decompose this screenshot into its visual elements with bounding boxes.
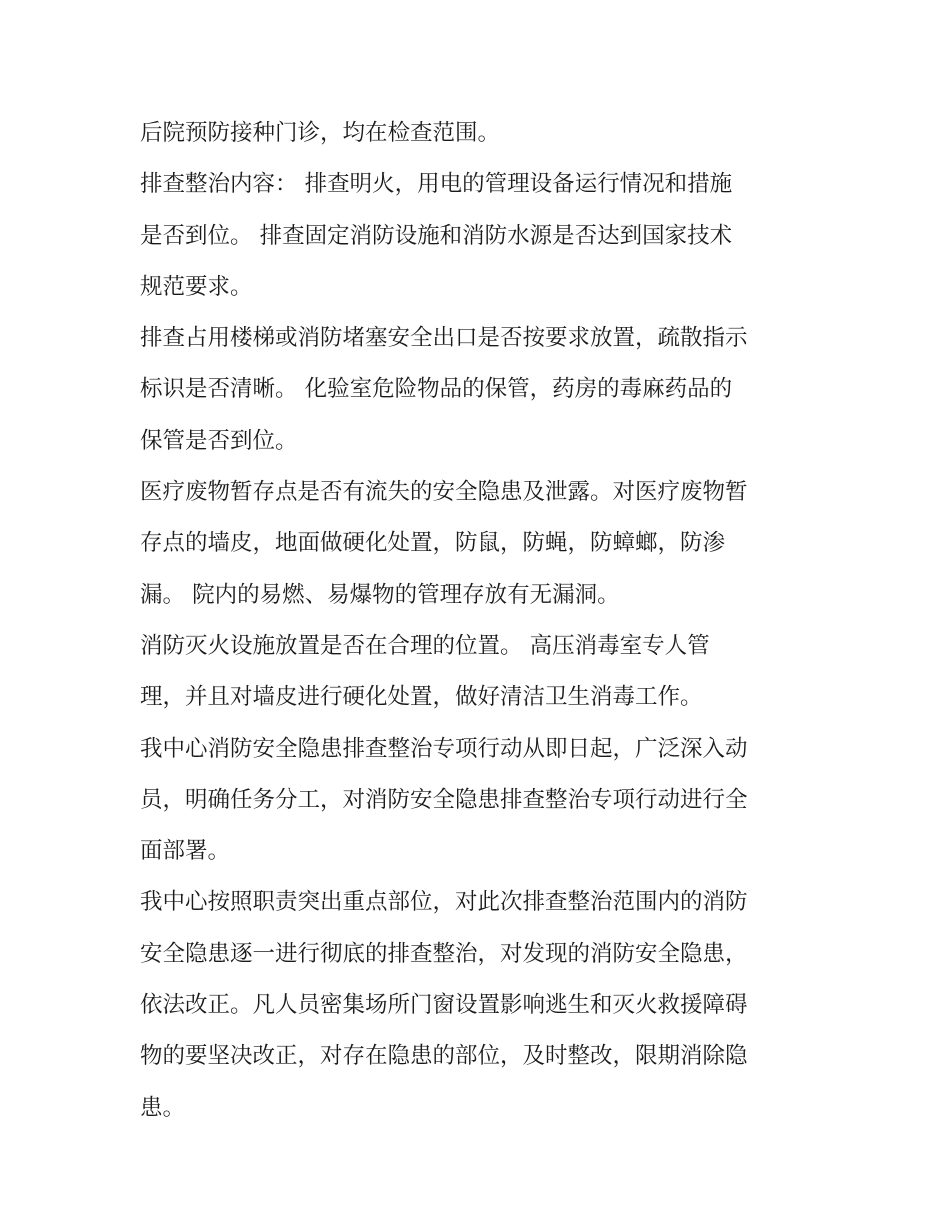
text-line: 安全隐患逐一进行彻底的排查整治，对发现的消防安全隐患， [140,940,748,967]
text-line: 排查占用楼梯或消防堵塞安全出口是否按要求放置，疏散指示 [140,325,748,352]
document-body [140,108,830,1134]
text-line: 规范要求。 [140,273,253,300]
text-line: 理，并且对墙皮进行硬化处置，做好清洁卫生消毒工作。 [140,684,703,711]
text-line: 我中心按照职责突出重点部位，对此次排查整治范围内的消防 [140,889,748,916]
text-line: 物的要坚决改正，对存在隐患的部位，及时整改，限期消除隐 [140,1043,748,1070]
text-line: 我中心消防安全隐患排查整治专项行动从即日起，广泛深入动 [140,735,748,762]
text-line: 漏。 院内的易燃、易爆物的管理存放有无漏洞。 [140,581,620,608]
text-line: 保管是否到位。 [140,427,298,454]
text-line: 标识是否清晰。 化验室危险物品的保管，药房的毒麻药品的 [140,376,733,403]
text-line: 是否到位。 排查固定消防设施和消防水源是否达到国家技术 [140,222,733,249]
text-line: 员，明确任务分工，对消防安全隐患排查整治专项行动进行全 [140,786,748,813]
text-line: 医疗废物暂存点是否有流失的安全隐患及泄露。对医疗废物暂 [140,479,748,506]
text-line: 面部署。 [140,838,231,865]
text-line: 依法改正。凡人员密集场所门窗设置影响逃生和灭火救援障碍 [140,992,748,1019]
text-line: 后院预防接种门诊，均在检查范围。 [140,120,501,146]
text-line: 排查整治内容： 排查明火，用电的管理设备运行情况和措施 [140,171,733,198]
text-line: 消防灭火设施放置是否在合理的位置。 高压消毒室专人管 [140,632,710,659]
text-line: 患。 [140,1094,186,1121]
text-line: 存点的墙皮，地面做硬化处置，防鼠，防蝇，防蟑螂，防渗 [140,530,726,557]
